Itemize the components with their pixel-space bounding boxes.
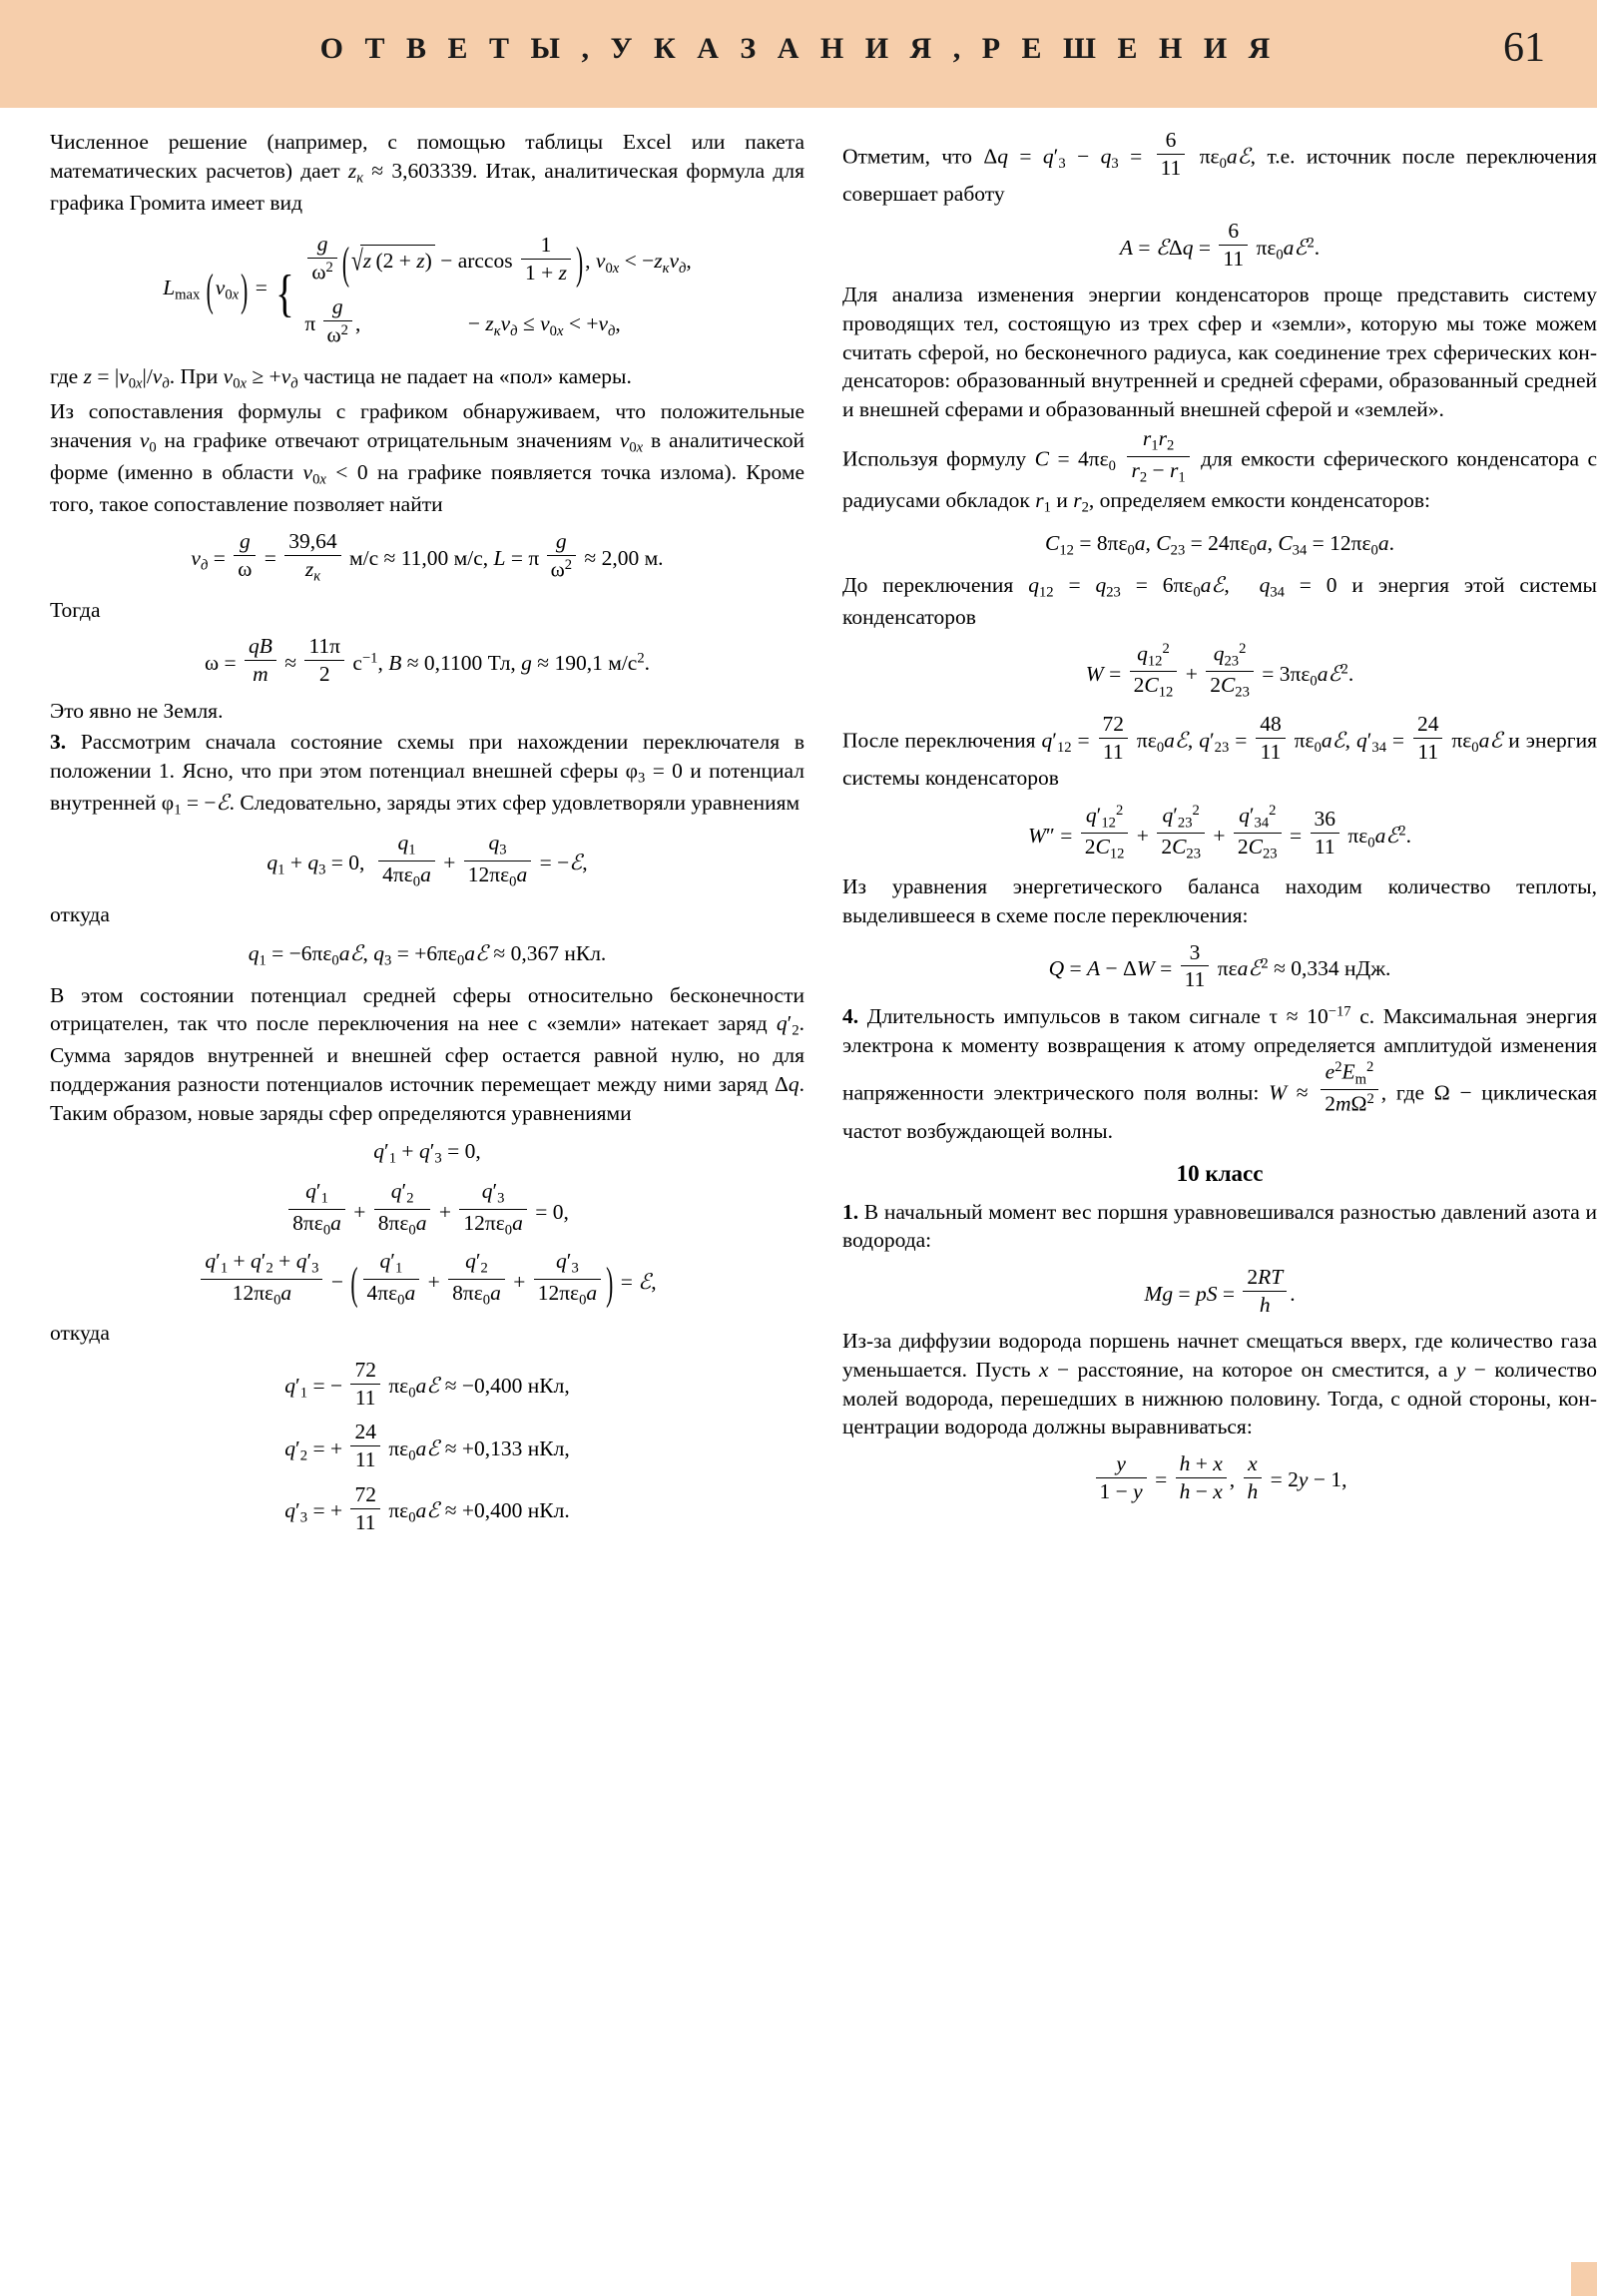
equation-new-charges-1: $q'_1 + q'_3 = 0$, xyxy=(373,1139,481,1167)
paragraph-item-4: 4. Длительность импульсов в таком сигнале $\tau \approx 10^{-17}$ с. Максимальная энергия электрона к моменту возвращения к атому определяется амплитудой изменения напряженности электрического поля волны: W ≈ $\frac{e^2E_m^2}{2m\Omega^2}$ , где Ω − циклическая частот возбуждающей волны. xyxy=(842,1003,1597,1143)
left-column xyxy=(50,128,804,2264)
paragraph-numeric-solution: Численное решение (например, с помощью таблицы Excel или пакета математических расчетов) дает $z_к \approx 3,603339$. Итак, аналитическая формула для графика Громита имеет вид xyxy=(50,130,804,215)
equation-concentrations: $\frac{y}{1 - y}$ = $\frac{h + x}{h - x}$ , $\frac{x}{h}$ = 2y − 1, xyxy=(842,1451,1597,1503)
paragraph-then: Тогда xyxy=(50,597,101,622)
paragraph-item-3: 3. Рассмотрим сначала состояние схемы при нахождении переключателя в положении 1. Ясно, что при этом потенциал внешней сферы $\varphi_3 = 0$ и потенциал внутренней $\varphi_1$ = −ℰ. Следовательно, заряды этих сфер удовлетворяли уравнениям xyxy=(50,730,804,819)
paragraph-item-1: 1. В начальный момент вес поршня уравновешивался разностью давлений азота и водорода: xyxy=(842,1199,1597,1253)
page-number: 61 xyxy=(1503,25,1545,71)
paragraph-not-earth: Это явно не Земля. xyxy=(50,698,224,723)
paragraph-where-z: где $z = |v_{0x}|/v_д$. При $v_{0x} \ge +v_д$ частица не падает на «пол» камеры. xyxy=(50,364,632,393)
equation-lmax: $L_{max}$ $(v_{0x})$ = { $\frac{g}{\omega^2}$ (√z (2 + z) − arccos $\frac{1}{1 + z}$ ), $v_{0x} < -z_кv_д$, π $\frac{g}{\omega^2}$ , − $z_кv_д \le v_{0x} < +v_д$, xyxy=(163,232,692,347)
right-column xyxy=(842,128,1597,2264)
paragraph-before-switch: До переключения $q_{12} = q_{23}$ = $6\pi\varepsilon_0aℰ$, $q_{34} = 0$ и энергия этой системы конденсаторов xyxy=(842,572,1597,629)
paragraph-balance: Из уравнения энергетического баланса находим количество теплоты, выделившееся в схеме после переключения: xyxy=(842,874,1597,928)
equation-capacitances: $C_{12} = 8\pi\varepsilon_0a$, $C_{23} = 24\pi\varepsilon_0a$, $C_{34} = 12\pi\varepsilon_0a$. xyxy=(1045,530,1394,559)
paragraph-diffusion: Из-за диффузии водорода поршень начнет смещаться вверх, где количество газа уменьшается. Пусть x − расстояние, на которое он сместится, а y − количество молей водорода, перешедших в нижнюю половину. Тогда, с одной стороны, концентрации водорода должны выравниваться: xyxy=(842,1329,1597,1439)
paragraph-whence-1: откуда xyxy=(50,902,110,927)
paragraph-comparison: Из сопоставления формулы с графиком обнаруживаем, что положительные значения $v_0$ на графике отвечают отрицательным значениям $v_{0x}$ в аналитической форме (именно в области $v_{0x} < 0$ на графике появляется точка излома). Кроме того, такое сопоставление позволяет найти xyxy=(50,399,805,517)
equation-Mg: Mg = pS = $\frac{2RT}{h}$ . xyxy=(1144,1265,1296,1317)
paragraph-capacitance-formula: Используя формулу $C = 4\pi\varepsilon_0$ $\frac{r_1r_2}{r_2 - r_1}$ для емкости сферического конденсатора с радиусами обкладок $r_1$ и $r_2$, определяем емкости конденсаторов: xyxy=(842,426,1597,517)
equation-q3-prime: $q'_3$ = + $\frac{72}{11}$ $\pi\varepsilon_0aℰ \approx +0,400$ нКл. xyxy=(284,1481,570,1534)
equation-energy-W: W = $\frac{q_{12}^2}{2C_{12}}$ + $\frac{q_{23}^2}{2C_{23}}$ = $3\pi\varepsilon_0aℰ^2$. xyxy=(1085,641,1354,702)
equation-q1-q3-values: $q_1$ = $-6\pi\varepsilon_0aℰ$, $q_3$ = $+6\pi\varepsilon_0aℰ \approx 0,367$ нКл. xyxy=(248,940,607,969)
equation-energy-W-prime: W″ = $\frac{q'_{12}^2}{2C_{12}}$ + $\frac{q'_{23}^2}{2C_{23}}$ + $\frac{q'_{34}^2}{2C_{23}}$ = $\frac{36}{11}$ $\pi\varepsilon_0aℰ^2$. xyxy=(1027,802,1412,862)
equation-new-charges-2: $\frac{q'_1}{8\pi\varepsilon_0a}$ + $\frac{q'_2}{8\pi\varepsilon_0a}$ + $\frac{q'_3}{12\pi\varepsilon_0a}$ = 0, xyxy=(50,1179,804,1239)
equation-vd: $v_д$ = $\frac{g}{\omega}$ = $\frac{39,64}{z_к}$ м/с ≈ 11,00 м/с, L = π $\frac{g}{\omega^2}$ ≈ 2,00 м. xyxy=(191,528,664,585)
paragraph-after-switch: После переключения $q'_{12}$ = $\frac{72}{11}$ $\pi\varepsilon_0aℰ$, $q'_{23}$ = $\frac{48}{11}$ $\pi\varepsilon_0aℰ$, $q'_{34}$ = $\frac{24}{11}$ $\pi\varepsilon_0aℰ$ и энергия системы конденсаторов xyxy=(842,711,1597,791)
section-heading-class-10: 10 класс xyxy=(1176,1161,1264,1187)
paragraph-middle-sphere: В этом состоянии потенциал средней сферы относительно бесконечности отрицателен, так что после переключения на нее с «земли» натекает заряд $q'_2$. Сумма зарядов внутренней и внешней сфер остается равной нулю, но для поддержания разности потенциалов источник перемещает между ними заряд Δq. Таким образом, новые заряды сфер определяются уравнениями xyxy=(50,982,804,1125)
equation-omega: ω = $\frac{qB}{m}$ ≈ $\frac{11\pi}{2}$ $с^{-1}$, B ≈ 0,1100 Тл, g ≈ 190,1 $м/с^2$. xyxy=(204,634,651,686)
paragraph-delta-q: Отметим, что $\Delta q = q'_3 - q_3$ = $\frac{6}{11}$ $\pi\varepsilon_0aℰ$, т.е. источник после переключения совершает работу xyxy=(842,128,1597,207)
equation-work-A: A = ℰΔq = $\frac{6}{11}$ $\pi\varepsilon_0aℰ^2$. xyxy=(1119,219,1321,271)
equation-new-charges-3: $\frac{q'_1 + q'_2 + q'_3}{12\pi\varepsilon_0a}$ − ( $\frac{q'_1}{4\pi\varepsilon_0a}$ + $\frac{q'_2}{8\pi\varepsilon_0a}$ + $\frac{q'_3}{12\pi\varepsilon_0a}$ ) = ℰ, xyxy=(50,1249,804,1309)
equation-q1-q3: $q_1 + q_3 = 0$, $\frac{q_1}{4\pi\varepsilon_0a}$ + $\frac{q_3}{12\pi\varepsilon_0a}$ = −ℰ, xyxy=(266,831,588,890)
equation-q2-prime: $q'_2$ = + $\frac{24}{11}$ $\pi\varepsilon_0aℰ \approx +0,133$ нКл, xyxy=(284,1420,570,1472)
paragraph-energy-analysis: Для анализа изменения энергии конденсаторов проще представить систему проводящих тел, состоящую из трех сфер и «земли», которую мы тоже можем считать сферой, но бесконечного радиуса, как соединение трех сферических конденсаторов: образованный внутренней и средней сферами, образованный средней и внешней сферами и образованный внешней сферой и «землей». xyxy=(842,283,1597,421)
page-title: О Т В Е Т Ы , У К А З А Н И Я , Р Е Ш Е Н И Я xyxy=(319,32,1278,65)
footer-corner-mark xyxy=(1571,2262,1597,2296)
two-column-body xyxy=(0,128,1597,2264)
paragraph-whence-2: откуда xyxy=(50,1321,110,1346)
equation-heat-Q: Q = A − ΔW = $\frac{3}{11}$ πεaℰ$^2$ ≈ 0,334 нДж. xyxy=(1048,939,1391,992)
equation-q1-prime: $q'_1$ = − $\frac{72}{11}$ $\pi\varepsilon_0aℰ \approx -0,400$ нКл, xyxy=(284,1357,570,1410)
